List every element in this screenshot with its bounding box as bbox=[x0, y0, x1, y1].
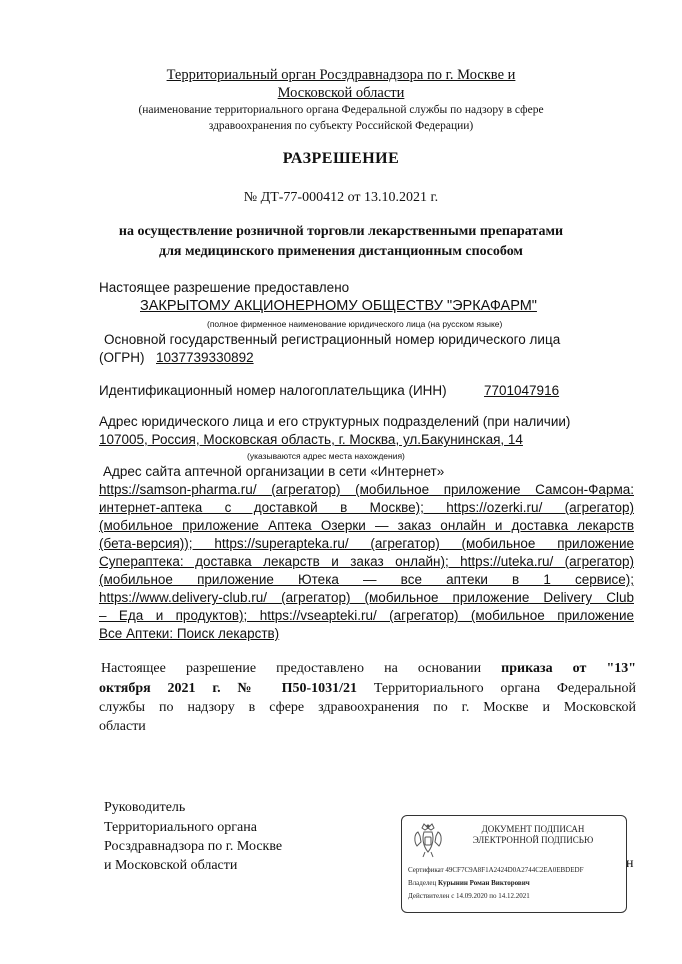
website-line: – Еда и продуктов); https://vseapteki.ru/ (агрегатор) (мобильное приложение bbox=[99, 608, 634, 623]
authority-name-line1: Территориальный орган Росздравнадзора по г. Москве и bbox=[166, 67, 516, 83]
stamp-title-line1: ДОКУМЕНТ ПОДПИСАН bbox=[481, 824, 585, 834]
stamp-title-line2: ЭЛЕКТРОННОЙ ПОДПИСЬЮ bbox=[472, 835, 594, 845]
document-title: РАЗРЕШЕНИЕ bbox=[282, 150, 400, 167]
owner-value: Курынин Роман Викторович bbox=[438, 879, 530, 887]
document-number: № ДТ-77-000412 от 13.10.2021 г. bbox=[243, 190, 439, 205]
validity-line: Действителен с 14.09.2020 по 14.12.2021 bbox=[408, 892, 530, 900]
website-label: Адрес сайта аптечной организации в сети «Интернет» bbox=[103, 464, 445, 479]
inn-value: 7701047916 bbox=[484, 383, 560, 398]
legal-address-note: (указываются адрес места нахождения) bbox=[247, 451, 405, 461]
certificate-line bbox=[408, 866, 583, 874]
authority-note-line1: (наименование территориального органа Федеральной службы по надзору в сфере bbox=[138, 104, 544, 116]
ogrn-value: 1037739330892 bbox=[156, 350, 254, 365]
owner-label: Владелец bbox=[408, 879, 437, 887]
double-headed-eagle-emblem-icon bbox=[412, 822, 444, 860]
legal-address-value: 107005, Россия, Московская область, г. Москва, ул.Бакунинская, 14 bbox=[99, 432, 523, 447]
website-line: (мобильное приложение Ютека — все аптеки в 1 сервисе); bbox=[99, 572, 634, 587]
website-line-last: Все Аптеки: Поиск лекарств) bbox=[99, 626, 280, 641]
website-line: (мобильное приложение Аптека Озерки — заказ онлайн и доставка лекарств bbox=[99, 518, 634, 533]
website-line: https://samson-pharma.ru/ (агрегатор) (мобильное приложение Самсон-Фарма: bbox=[99, 482, 634, 497]
basis-line1 bbox=[101, 661, 636, 677]
inn-label: Идентификационный номер налогоплательщика (ИНН) bbox=[99, 383, 447, 398]
permit-purpose-line1: на осуществление розничной торговли лекарственными препаратами bbox=[118, 224, 564, 239]
website-line: Суперaптека: доставка лекарств и заказ онлайн); https://uteka.ru/ (агрегатор) bbox=[99, 554, 634, 569]
permit-purpose-line2: для медицинского применения дистанционным способом bbox=[159, 244, 523, 259]
legal-address-label: Адрес юридического лица и его структурных подразделений (при наличии) bbox=[99, 414, 571, 429]
owner-line bbox=[408, 879, 530, 887]
website-line: (бета-версия)); https://superapteka.ru/ (агрегатор) (мобильное приложение bbox=[99, 536, 634, 551]
basis-line4: области bbox=[99, 719, 146, 734]
order-number: октября 2021 г. № П50-1031/21 bbox=[99, 681, 358, 696]
website-line: https://www.delivery-club.ru/ (агрегатор) (мобильное приложение Delivery Club bbox=[99, 590, 634, 605]
certificate-value: 49CF7C9A8F1A2424D0A2744C2EA0EBDEDF bbox=[445, 866, 584, 874]
electronic-signature-stamp bbox=[401, 815, 627, 913]
signatory-title-line4: и Московской области bbox=[104, 858, 238, 873]
organization-name-note: (полное фирменное наименование юридического лица (на русском языке) bbox=[207, 319, 503, 329]
order-date: приказа от "13" bbox=[501, 661, 636, 676]
ogrn-label: (ОГРН) bbox=[99, 350, 145, 365]
signatory-title-line2: Территориального органа bbox=[104, 820, 257, 835]
stamp-title bbox=[448, 824, 618, 846]
basis-line2 bbox=[99, 681, 636, 697]
authority-name-line2: Московской области bbox=[277, 85, 405, 101]
ogrn-label-line1: Основной государственный регистрационный номер юридического лица bbox=[104, 332, 561, 347]
basis-text: Настоящее разрешение предоставлено на основании bbox=[101, 661, 502, 676]
signatory-title-line3: Росздравнадзора по г. Москве bbox=[104, 839, 283, 854]
basis-text: Территориального органа Федеральной bbox=[357, 681, 637, 696]
signatory-title-line1: Руководитель bbox=[104, 800, 186, 815]
organization-name: ЗАКРЫТОМУ АКЦИОНЕРНОМУ ОБЩЕСТВУ "ЭРКАФАРМ" bbox=[140, 298, 537, 314]
granted-to-label: Настоящее разрешение предоставлено bbox=[99, 280, 350, 295]
authority-note-line2: здравоохранения по субъекту Российской Федерации) bbox=[208, 120, 474, 132]
basis-line3: службы по надзору в сфере здравоохранения по г. Москве и Московской bbox=[99, 700, 636, 715]
certificate-label: Сертификат bbox=[408, 866, 444, 874]
website-line: интернет-аптека с доставкой в Москве); https://ozerki.ru/ (агрегатор) bbox=[99, 500, 634, 515]
signature-trailing-letter: н bbox=[626, 856, 634, 871]
